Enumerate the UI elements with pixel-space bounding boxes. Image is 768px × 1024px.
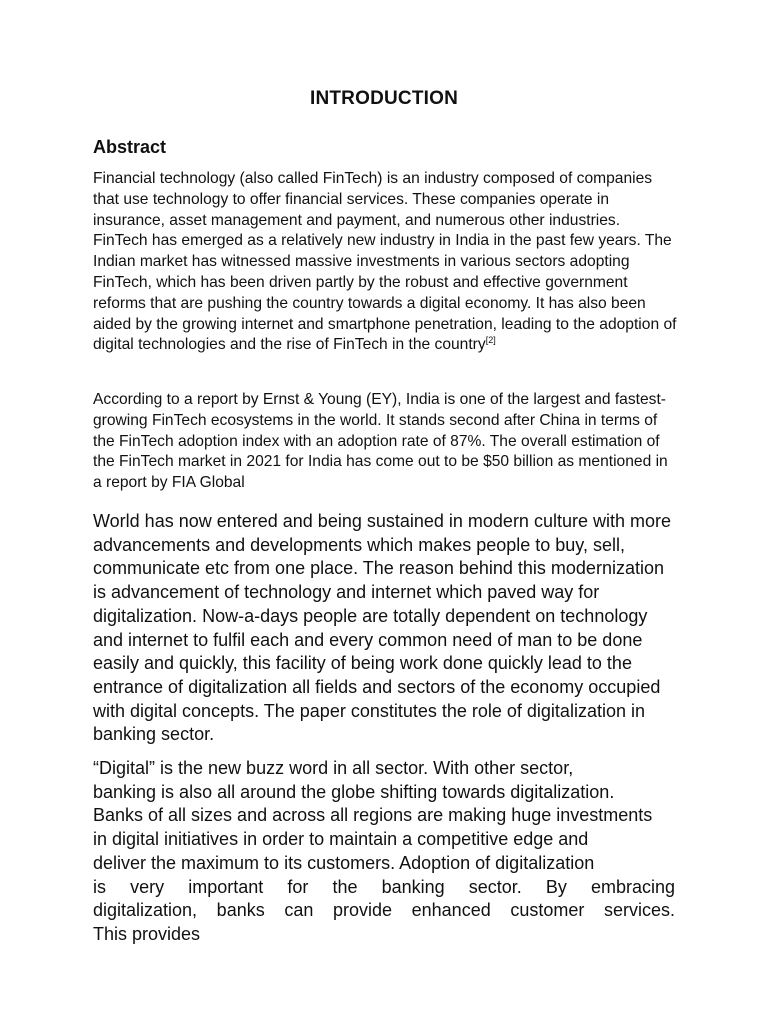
paragraph-line: “Digital” is the new buzz word in all sector. With other sector,: [93, 758, 574, 778]
paragraph-line: is very important for the banking sector. By embracing: [93, 876, 675, 897]
citation-marker: [2]: [485, 335, 496, 346]
paragraph-line: in digital initiatives in order to maintain a competitive edge and: [93, 829, 589, 850]
abstract-heading: Abstract: [93, 137, 167, 157]
paragraph-line: Banks of all sizes and across all regions are making huge investments: [93, 805, 653, 826]
abstract-paragraph-2: According to a report by Ernst & Young (EY), India is one of the largest and fastest-growing FinTech ecosystems in the world. It stands second after China in terms of the FinTech adoption index with an adoption rate of 87%. The overall estimation of the FinTech market in 2021 for India has come out to be $50 billion as mentioned in a report by FIA Global: [93, 391, 668, 492]
body-paragraph-2: [93, 757, 675, 947]
paragraph-1-text: Financial technology (also called FinTech) is an industry composed of companies that use technology to offer financial services. These companies operate in insurance, asset management and payment, and numerous other industries. FinTech has emerged as a relatively new industry in India in the past few years. The Indian market has witnessed massive investments in various sectors adopting FinTech, which has been driven partly by the robust and effective government reforms that are pushing the country towards a digital economy. It has also been aided by the growing internet and smartphone penetration, leading to the adoption of digital technologies and the rise of FinTech in the country: [93, 170, 677, 354]
paragraph-line: digitalization, banks can provide enhanced customer services.: [93, 900, 675, 921]
paragraph-line: banking is also all around the globe shifting towards digitalization.: [93, 781, 615, 802]
body-paragraph-1: World has now entered and being sustained in modern culture with more advancements and developments which makes people to buy, sell, communicate etc from one place. The reason behind this modernization is advancement of technology and internet which paved way for digitalization. Now-a-days people are totally dependent on technology and internet to fulfil each and every common need of man to be done easily and quickly, this facility of being work done quickly lead to the entrance of digitalization all fields and sectors of the economy occupied with digital concepts. The paper constitutes the role of digitalization in banking sector.: [93, 511, 671, 745]
page-title: INTRODUCTION: [309, 88, 459, 109]
paragraph-line: This provides: [93, 923, 201, 944]
abstract-paragraph-1: [93, 169, 678, 356]
paragraph-line: deliver the maximum to its customers. Adoption of digitalization: [93, 852, 595, 873]
